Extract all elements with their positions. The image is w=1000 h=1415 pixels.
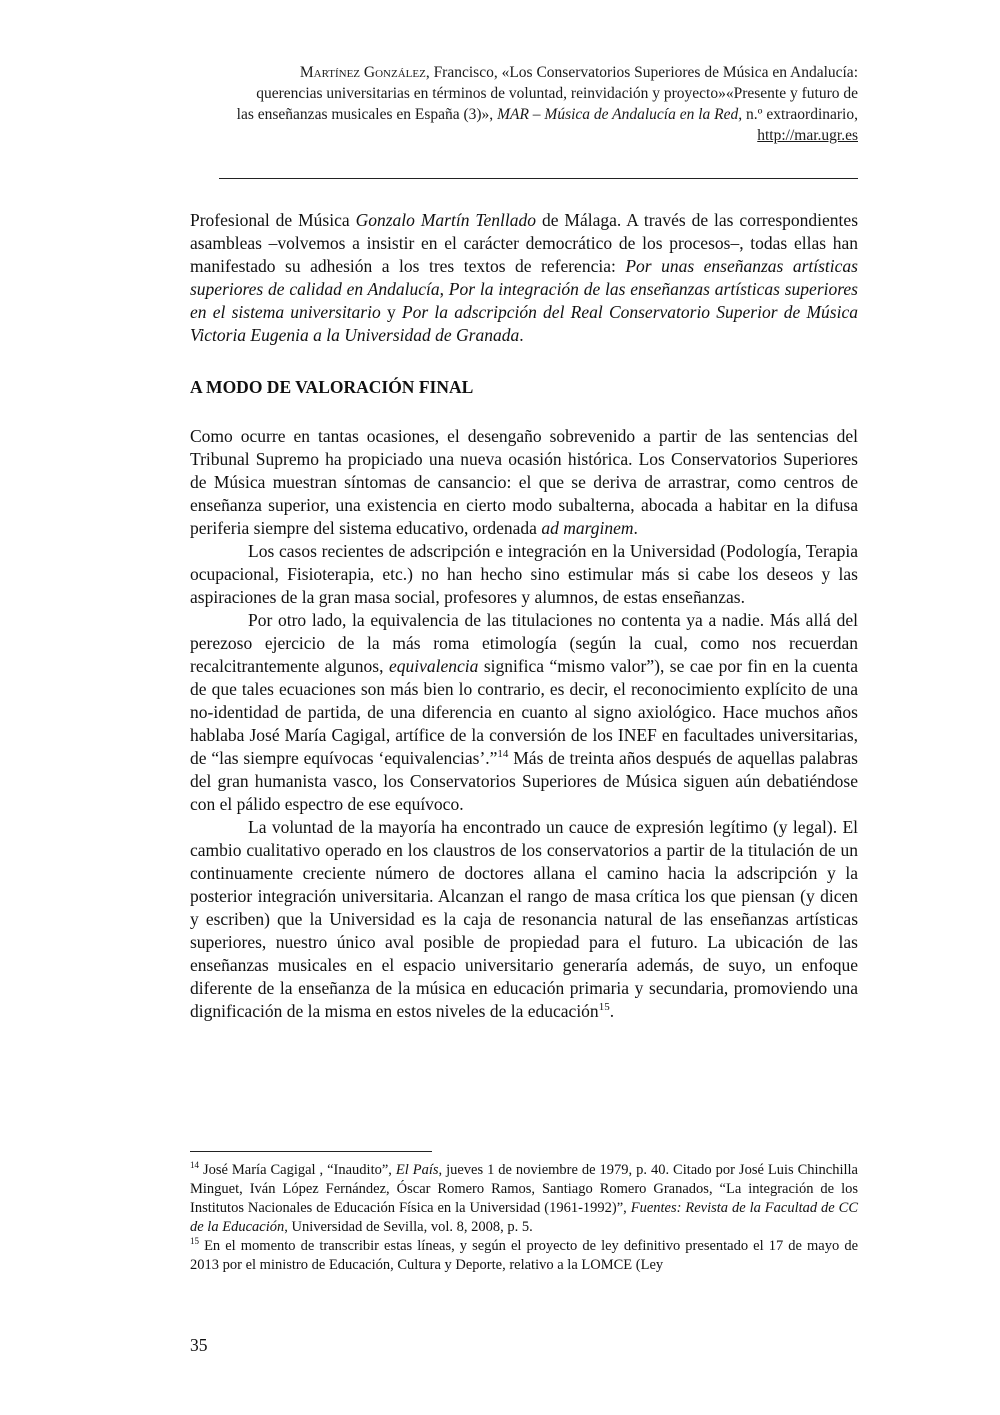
header-issue: n.º extraordinario, <box>742 106 858 123</box>
text-run: En el momento de transcribir estas líneas, y según el proyecto de ley definitivo presentado el 17 de mayo de 2013 por el ministro de Educación, Cultura y Deporte, relativo a la LOMCE (Ley <box>190 1238 858 1273</box>
footnote-ref-15[interactable]: 15 <box>598 1001 610 1014</box>
paragraph <box>190 609 858 816</box>
text-run: significa “mismo valor”), se cae por fin en la cuenta de que tales ecuaciones son más bien lo contrario, es decir, el reconocimiento explícito de una no-identidad de partida, de una diferencia en cuanto al signo axiológico. Hace muchos años hablaba José María Cagigal, artífice de la conversión de los INEF en facultades universitarias, de “las siempre equívocas ‘equivalencias’.” <box>190 656 859 768</box>
running-header <box>200 62 858 146</box>
footnote-number: 15 <box>190 1236 199 1247</box>
paragraph-continued <box>190 209 858 347</box>
text-run: La voluntad de la mayoría ha encontrado un cauce de expresión legítimo (y legal). El cambio cualitativo operado en los claustros de los conservatorios a partir de la titulación de un continuamente creciente número de doctores allana el camino hacia la adscripción y la posterior integración universitaria. Alcanzan el rango de masa crítica los que piensan (y dicen y escriben) que la Universidad es la caja de resonancia natural de las enseñanzas artísticas superiores, nuestro único aval posible de propiedad para el futuro. La ubicación de las enseñanzas musicales en el espacio universitario generaría además, de suyo, un enfoque diferente de la enseñanza de la música en educación primaria y secundaria, promoviendo una dignificación de la misma en estos niveles de la educación <box>190 817 858 1021</box>
footnote-rule <box>190 1151 432 1152</box>
footnotes <box>190 1161 858 1275</box>
header-rule <box>219 178 858 179</box>
italic-run: ad marginem <box>541 518 634 538</box>
text-run: Como ocurre en tantas ocasiones, el desengaño sobrevenido a partir de las sentencias del Tribunal Supremo ha propiciado una nueva ocasión histórica. Los Conservatorios Superiores de Música muestran síntomas de cansancio: el que se deriva de arrastrar, como centros de enseñanza superior, una existencia en cierto modo subalterna, abocada a habitar en la difusa periferia siempre del sistema educativo, ordenada <box>190 426 858 538</box>
paragraph <box>190 425 858 540</box>
italic-run: Por la adscripción del Real Conservatorio Superior de Música Victoria Eugenia a la Universidad de Granada <box>190 302 858 345</box>
header-journal: MAR – Música de Andalucía en la Red, <box>497 106 743 123</box>
footnote-15 <box>190 1237 858 1275</box>
text-run: Más de treinta años después de aquellas palabras del gran humanista vasco, los Conservatorios Superiores de Música siguen aún debatiéndose con el pálido espectro de ese equívoco. <box>190 748 858 814</box>
text-run: Por otro lado, la equivalencia de las titulaciones no contenta ya a nadie. Más allá del perezoso ejercicio de la más roma etimología (según la cual, como nos recuerdan recalcitrantemente algunos, <box>190 610 858 676</box>
italic-run: Por la integración de las enseñanzas artísticas superiores en el sistema universitario <box>190 279 858 322</box>
header-line3: las enseñanzas musicales en España (3)», <box>236 106 498 123</box>
text-run: . <box>609 1001 615 1021</box>
italic-run: Fuentes: Revista de la Facultad de CC de la Educación <box>190 1200 858 1235</box>
text-run: , jueves 1 de noviembre de 1979, p. 40. Citado por José Luis Chinchilla Minguet, Iván López Fernández, Óscar Romero Ramos, Santiago Romero Granados, “La integración de los Institutos Nacionales de Educación Física en la Universidad (1961-1992)”, <box>190 1162 858 1216</box>
text-run: de Málaga. A través de las correspondientes asambleas –volvemos a insistir en el carácter democrático de los procesos–, todas ellas han manifestado su adhesión a los tres textos de referencia: <box>190 210 858 276</box>
header-line2: querencias universitarias en términos de voluntad, reinvidación y proyecto»«Presente y futuro de <box>256 85 858 102</box>
italic-run: El País <box>395 1162 439 1178</box>
paragraph <box>190 816 858 1023</box>
text-run: y <box>380 302 402 322</box>
page-number: 35 <box>190 1335 208 1355</box>
italic-run: Gonzalo Martín Tenllado <box>355 210 537 230</box>
text-run: Profesional de Música <box>190 210 356 230</box>
paragraph: Los casos recientes de adscripción e integración en la Universidad (Podología, Terapia ocupacional, Fisioterapia, etc.) no han hecho sino estimular más si cabe los deseos y las aspiraciones de la gran masa social, profesores y alumnos, de estas enseñanzas. <box>190 541 858 607</box>
header-author: Martínez González <box>299 64 426 81</box>
footnote-14 <box>190 1161 858 1237</box>
text-run: , <box>439 279 449 299</box>
header-line1: , Francisco, «Los Conservatorios Superiores de Música en Andalucía: <box>425 64 858 81</box>
header-url-link[interactable]: http://mar.ugr.es <box>757 127 858 144</box>
text-run: , Universidad de Sevilla, vol. 8, 2008, p. 5. <box>284 1219 533 1235</box>
main-text <box>190 209 858 1023</box>
text-run: José María Cagigal , “Inaudito”, <box>199 1162 396 1178</box>
italic-run: equivalencia <box>388 656 479 676</box>
section-title: A MODO DE VALORACIÓN FINAL <box>190 377 474 397</box>
text-run: . <box>633 518 638 538</box>
footnote-number: 14 <box>190 1160 199 1171</box>
italic-run: Por unas enseñanzas artísticas superiores de calidad en Andalucía <box>190 256 858 299</box>
text-run: . <box>519 325 524 345</box>
footnote-ref-14[interactable]: 14 <box>497 748 509 761</box>
